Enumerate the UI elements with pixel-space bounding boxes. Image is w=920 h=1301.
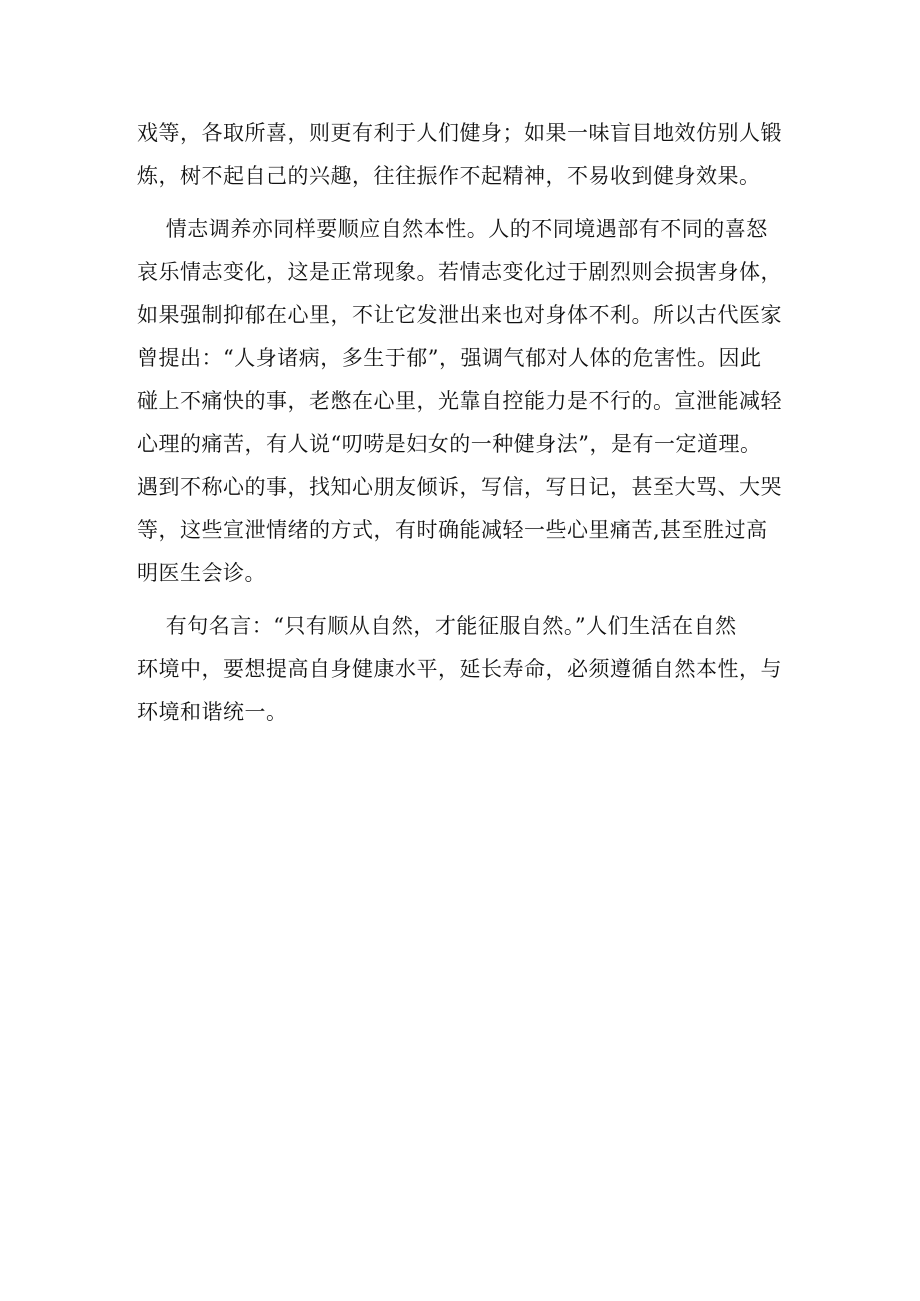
text-line: 心理的痛苦，有人说“叨唠是妇女的一种健身法”，是有一定道理。 <box>137 432 762 456</box>
text-line: 哀乐情志变化，这是正常现象。若情志变化过于剧烈则会损害身体， <box>137 260 782 284</box>
paragraph-2 <box>137 208 787 595</box>
text-line: 戏等，各取所喜，则更有利于人们健身；如果一味盲目地效仿别人锻 <box>137 121 782 145</box>
text-line: 碰上不痛快的事，老憋在心里，光靠自控能力是不行的。宣泄能减轻 <box>137 389 782 413</box>
text-line: 等，这些宣泄情绪的方式，有时确能减轻一些心里痛苦,甚至胜过高 <box>137 518 768 542</box>
text-line: 环境中，要想提高自身健康水平，延长寿命，必须遵循自然本性，与 <box>137 657 782 681</box>
paragraph-spacer <box>137 198 787 208</box>
paragraph-spacer <box>137 595 787 605</box>
document-body <box>137 112 787 734</box>
text-line: 明医生会诊。 <box>137 561 266 585</box>
paragraph-3 <box>137 605 787 734</box>
text-line: 遇到不称心的事，找知心朋友倾诉，写信，写日记，甚至大骂、大哭 <box>137 475 782 499</box>
text-line: 情志调养亦同样要顺应自然本性。人的不同境遇部有不同的喜怒 <box>137 217 768 241</box>
text-line: 有句名言：“只有顺从自然，才能征服自然。”人们生活在自然 <box>137 614 737 638</box>
text-line: 如果强制抑郁在心里，不让它发泄出来也对身体不利。所以古代医家 <box>137 303 782 327</box>
text-line: 环境和谐统一。 <box>137 700 288 724</box>
text-line: 曾提出：“人身诸病，多生于郁”，强调气郁对人体的危害性。因此 <box>137 346 762 370</box>
paragraph-1 <box>137 112 787 198</box>
text-line: 炼，树不起自己的兴趣，往往振作不起精神，不易收到健身效果。 <box>137 164 761 188</box>
